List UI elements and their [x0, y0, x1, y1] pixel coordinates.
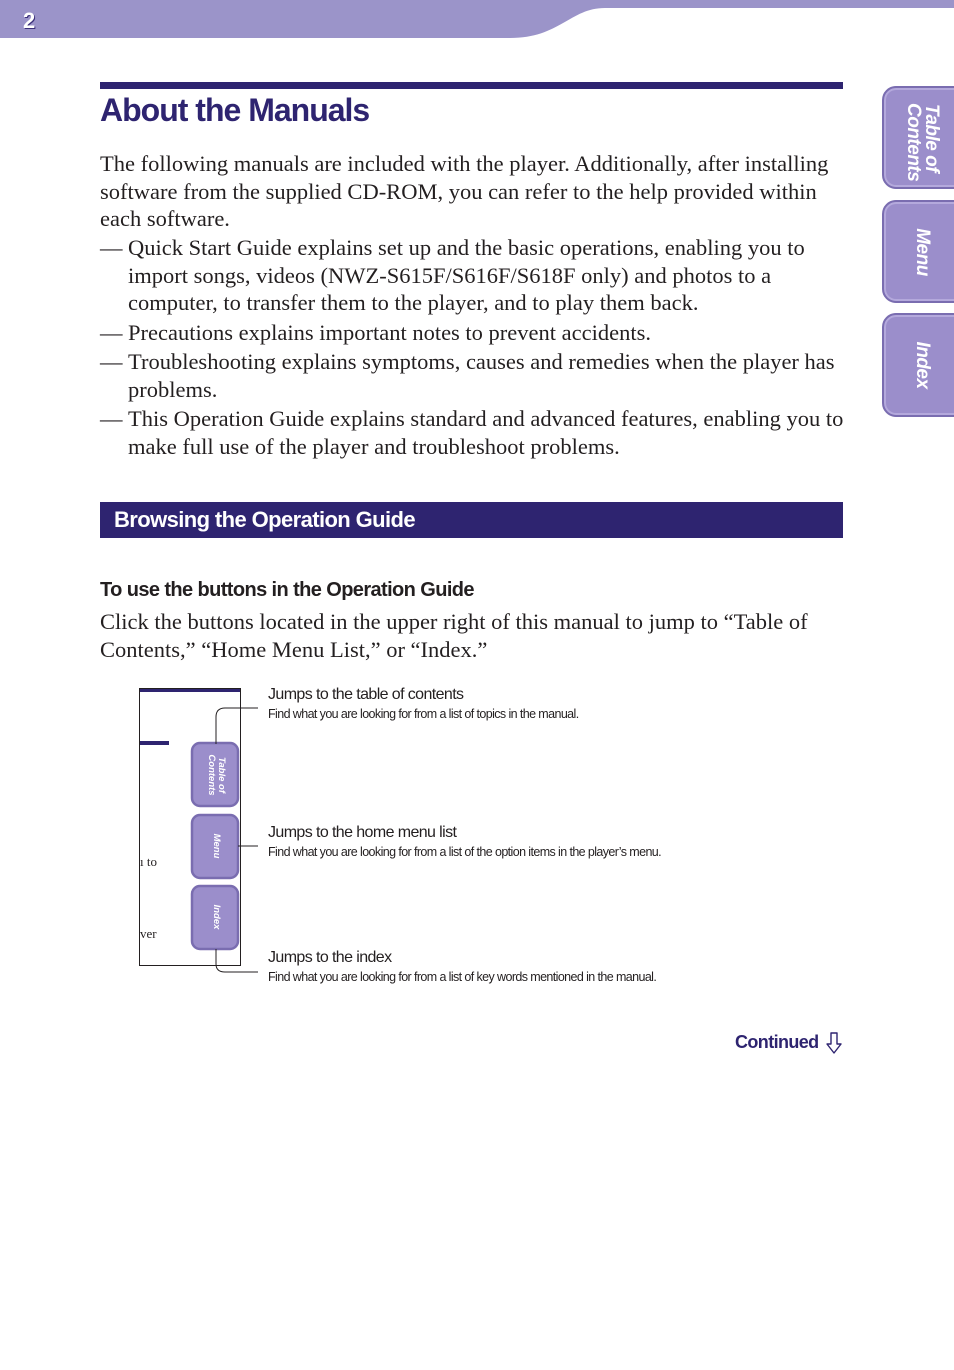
section-header — [100, 502, 843, 538]
side-tab-menu[interactable] — [882, 200, 954, 303]
list-item-text: Troubleshooting explains symptoms, causes and remedies when the player has problems. — [128, 349, 835, 402]
callout-description: Find what you are looking for from a list of key words mentioned in the manual. — [268, 970, 657, 984]
page-number: 2 — [23, 8, 36, 33]
list-item-text: Precautions explains important notes to prevent accidents. — [128, 319, 651, 345]
list-item-text: Quick Start Guide explains set up and the basic operations, enabling you to import songs, videos (NWZ-S615F/S616F/S618F only) and photos to a computer, to transfer them to the player, and to play them back. — [128, 235, 805, 315]
callout-title: Jumps to the home menu list — [268, 824, 457, 841]
bullet-dash: — — [100, 235, 123, 260]
callout-title: Jumps to the table of contents — [268, 686, 464, 703]
intro-paragraph: The following manuals are included with the player. Additionally, after installing software from the supplied CD-ROM, you can refer to the help provided within each software. — [100, 151, 829, 231]
side-tab-label: Menu — [912, 227, 933, 276]
sub-body-paragraph: Click the buttons located in the upper right of this manual to jump to “Table of Contents,” “Home Menu List,” or “Index.” — [100, 609, 808, 662]
callout-description: Find what you are looking for from a list of the option items in the player’s menu. — [268, 845, 662, 859]
diagram-illustration — [100, 680, 270, 980]
bullet-dash: — — [100, 319, 123, 345]
bullet-dash: — — [100, 349, 123, 374]
callout-title: Jumps to the index — [268, 949, 392, 966]
list-item — [100, 348, 845, 403]
list-item-text: This Operation Guide explains standard and advanced features, enabling you to make full use of the player and troubleshoot problems. — [128, 406, 844, 459]
page-title: About the Manuals — [100, 92, 370, 128]
top-bar-shape — [0, 0, 954, 40]
callout-index — [268, 949, 848, 984]
page-text-fragment: ı to — [140, 854, 157, 869]
bullet-dash: — — [100, 406, 123, 431]
side-tab-label: Table of Contents — [903, 102, 942, 181]
arrow-down-icon — [826, 1032, 842, 1054]
buttons-diagram — [100, 680, 860, 1010]
continued-link[interactable] — [735, 1032, 842, 1054]
callout-table-of-contents — [268, 686, 848, 721]
mini-tab-toc-label: Table of Contents — [206, 754, 227, 796]
continued-label: Continued — [735, 1032, 819, 1052]
list-item — [100, 405, 845, 460]
side-tab-label: Index — [912, 341, 933, 389]
callout-home-menu-list — [268, 824, 848, 859]
page-text-fragment: ver — [140, 926, 157, 941]
mini-tab-menu-label: Menu — [211, 833, 222, 859]
section-title: Browsing the Operation Guide — [114, 507, 415, 532]
side-tab-table-of-contents[interactable] — [882, 86, 954, 189]
side-tab-index[interactable] — [882, 313, 954, 417]
list-item — [100, 319, 845, 347]
top-bar — [0, 0, 954, 40]
title-rule — [100, 82, 843, 89]
manuals-list — [100, 234, 845, 462]
list-item — [100, 234, 845, 317]
callout-description: Find what you are looking for from a list of topics in the manual. — [268, 707, 579, 721]
sub-heading: To use the buttons in the Operation Guide — [100, 579, 474, 601]
mini-tab-index-label: Index — [211, 904, 222, 930]
